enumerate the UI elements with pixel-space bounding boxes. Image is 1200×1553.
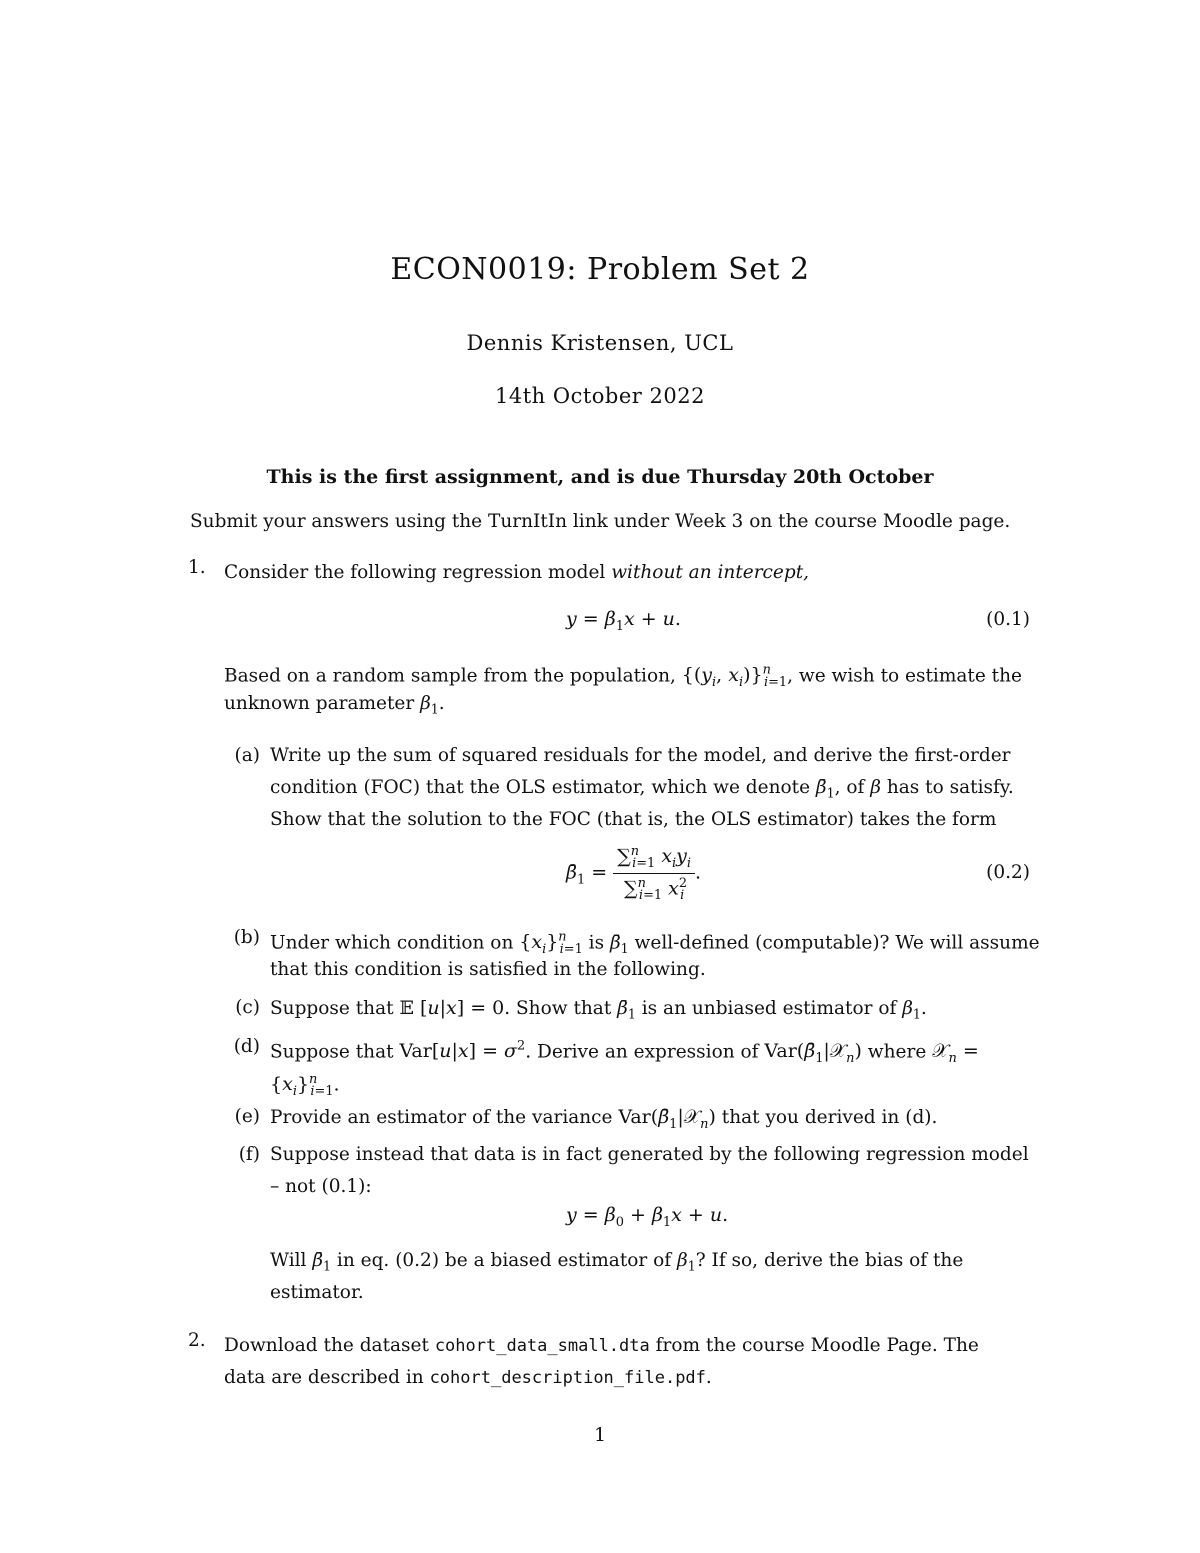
part-d-text: Suppose that $Var[u|x] = \sigma^2$. Derive an expression of $Var(\betā_1|𝒳_n)$ where 𝒳$_n$ = [270, 1039, 979, 1067]
question-1-sample-text: Based on a random sample from the population, {($y_i$, $x_i)\}^n_{i=1}$, we wish to estimate the [224, 663, 1022, 691]
ols-fraction: $\frac{\sum^n_{i=1} x_iy_i}{\sum^n_{i=1} x^2_i}$ [613, 844, 695, 903]
part-d-set: $\{x_i\}^n_{i=1}$. [270, 1072, 340, 1100]
question-1-number: 1. [188, 557, 206, 578]
question-2-line-2: data are described in cohort_description_file.pdf. [224, 1367, 712, 1388]
submit-instructions: Submit your answers using the TurnItIn link under Week 3 on the course Moodle page. [190, 511, 1011, 532]
part-e-label: (e) [234, 1106, 260, 1127]
part-c-label: (c) [235, 997, 260, 1018]
description-filename: cohort_description_file.pdf [429, 1368, 706, 1388]
part-e-text: Provide an estimator of the variance $Var(\betā_1|𝒳_n)$ that you derived in (d). [270, 1106, 938, 1132]
date-line: 14th October 2022 [495, 384, 705, 408]
part-b-line-1: Under which condition on $\{x_i\}^n_{i=1}$ is $\betā_1$ well-defined (computable)? We will assume [270, 930, 1040, 958]
dataset-filename: cohort_data_small.dta [434, 1336, 650, 1356]
author-line: Dennis Kristensen, UCL [466, 331, 734, 355]
equation-0-1: $y = \beta_1x + u$. [566, 608, 681, 634]
part-f-label: (f) [238, 1144, 260, 1165]
question-1-intro: Consider the following regression model without an intercept, [224, 562, 810, 583]
part-f-last-line: estimator. [270, 1282, 364, 1303]
part-a-line-1: Write up the sum of squared residuals for the model, and derive the first-order [270, 745, 1011, 766]
due-notice: This is the first assignment, and is due Thursday 20th October [266, 466, 934, 488]
equation-label-0-1: (0.1) [986, 609, 1030, 630]
question-2-line-1: Download the dataset cohort_data_small.dta from the course Moodle Page. The [224, 1335, 979, 1356]
question-1-unknown-param: unknown parameter $\beta_1$. [224, 693, 445, 717]
question-2-number: 2. [188, 1330, 206, 1351]
part-a-line-2: condition (FOC) that the OLS estimator, which we denote $\betā_1$, of β has to satisfy. [270, 777, 1014, 801]
part-f-line-2: – not (0.1): [270, 1176, 372, 1197]
part-b-label: (b) [233, 927, 260, 948]
part-b-line-2: that this condition is satisfied in the following. [270, 959, 706, 980]
page-title: ECON0019: Problem Set 2 [390, 252, 810, 287]
part-a-line-3: Show that the solution to the FOC (that is, the OLS estimator) takes the form [270, 809, 997, 830]
part-f-will-line: Will $\betā_1$ in eq. (0.2) be a biased estimator of $\beta_1$? If so, derive the bias of the [270, 1250, 964, 1274]
equation-with-intercept: $y = \beta_0 + \beta_1x + u$. [566, 1204, 729, 1230]
part-c-text: Suppose that 𝔼 [u|x] = 0. Show that $\betā_1$ is an unbiased estimator of $\beta_1$. [270, 997, 927, 1022]
equation-label-0-2: (0.2) [986, 862, 1030, 883]
part-f-line-1: Suppose instead that data is in fact generated by the following regression model [270, 1144, 1029, 1165]
part-a-label: (a) [234, 745, 260, 766]
page-number: 1 [593, 1424, 607, 1446]
equation-0-2: $\betā_1$ = $\frac{\sum^n_{i=1} x_iy_i}{\sum^n_{i=1} x^2_i}$ . [566, 844, 702, 904]
part-d-label: (d) [233, 1036, 260, 1057]
